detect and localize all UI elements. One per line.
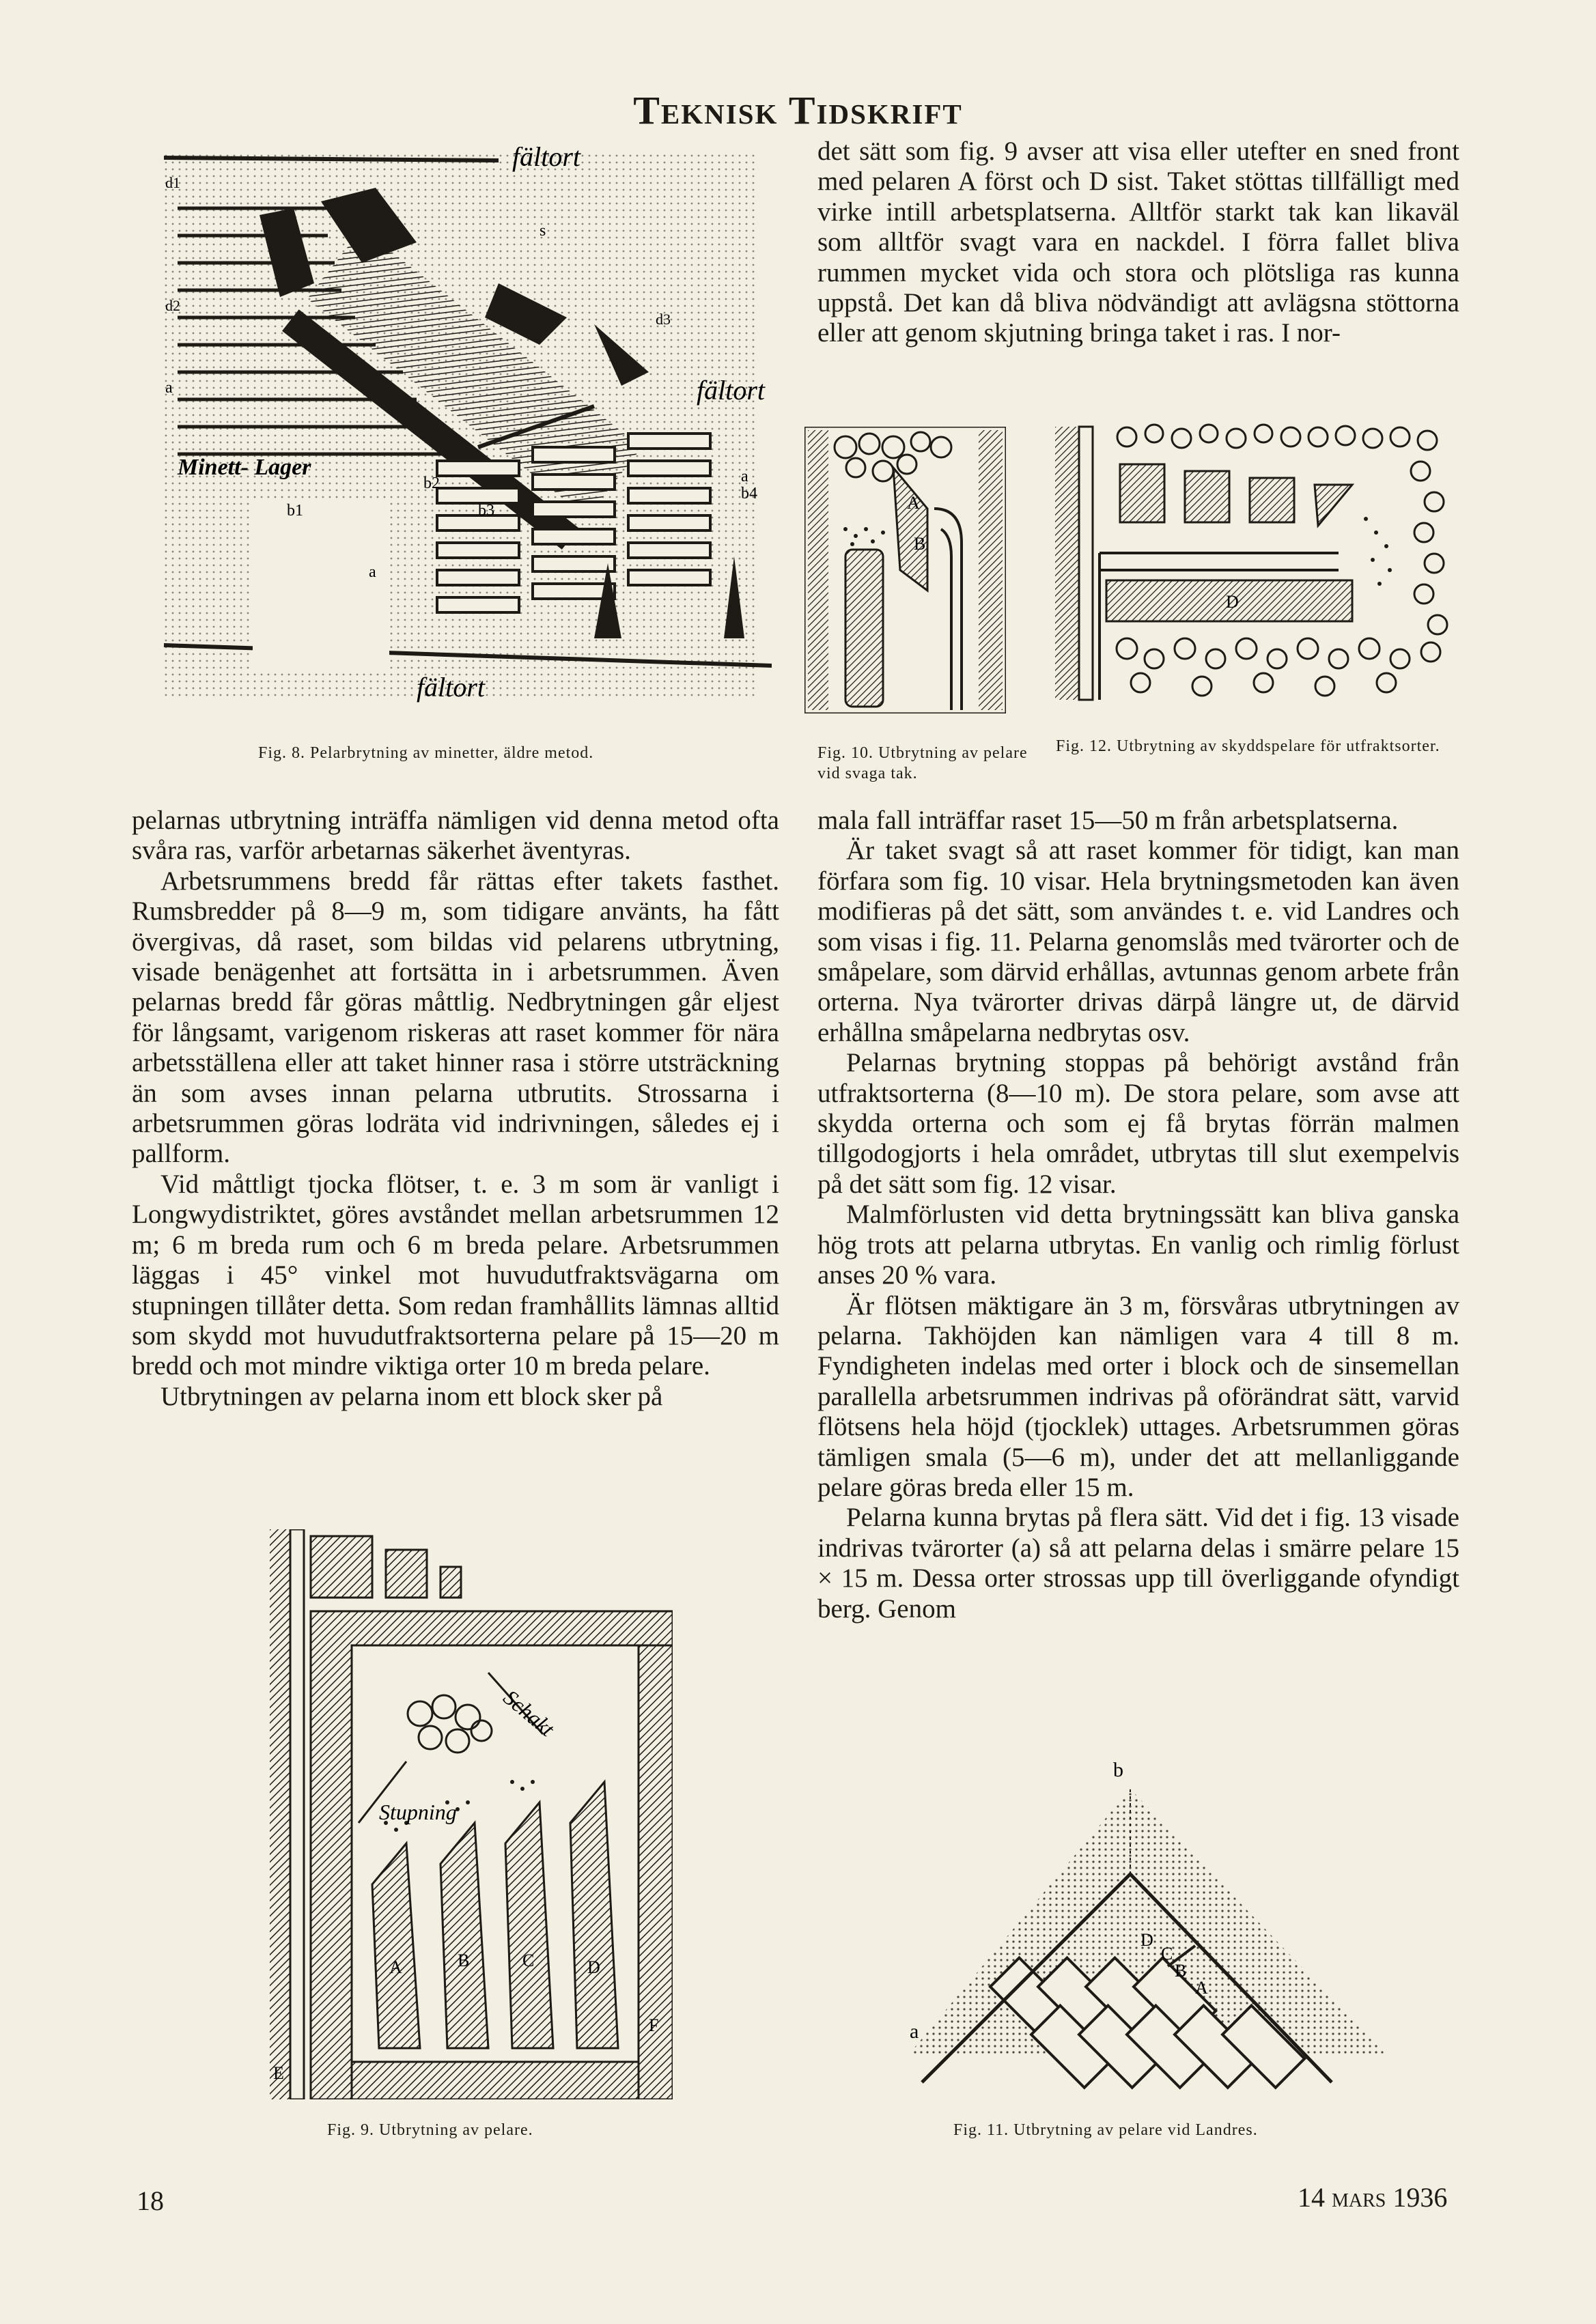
left-paragraph-4: Utbrytningen av pelarna inom ett block sker på <box>160 1381 663 1411</box>
right-paragraph-2: Är taket svagt så att raset kommer för tidigt, kan man förfara som fig. 10 visar. Hela brytningsmetoden kan även modifieras på det sätt, som användes t. e. vid Landres och som visas i fig. 11. Pelarna genomslås med tvärorter och de småpelare, som därvid erhållas, avtunnas genom arbete från orterna. Nya tvärorter drivas därpå längre ut, de därvid erhållna småpelarna nedbrytas osv. <box>817 836 1459 1047</box>
figure-9-caption: Fig. 9. Utbrytning av pelare. <box>327 2121 533 2139</box>
right-paragraph-1: mala fall inträffar raset 15—50 m från arbetsplatserna. <box>817 806 1399 835</box>
right-top-paragraph: det sätt som fig. 9 avser att visa eller utefter en sned front med pelaren A först och D sist. Taket stöttas tillfälligt med virke intill arbetsplatserna. Alltför starkt tak kan likaväl som alltför svagt vara en nackdel. I förra fallet bliva rummen mycket vida och stora och plötsliga ras kunna uppstå. Det kan då bliva nödvändigt att avlägsna stöttorna eller att genom skjutning bringa taket i ras. I nor- <box>817 137 1459 348</box>
fig12-label-D: D <box>1226 592 1239 612</box>
figure-11-caption: Fig. 11. Utbrytning av pelare vid Landres. <box>953 2121 1258 2139</box>
fig10-label-B: B <box>914 534 926 554</box>
right-paragraph-4: Malmförlusten vid detta brytningssätt kan bliva ganska hög trots att pelarna utbrytas. En vanlig och rimlig förlust anses 20 % vara. <box>817 1200 1459 1290</box>
right-paragraph-3: Pelarnas brytning stoppas på behörigt avstånd från utfraktsorterna (8—10 m). De stora pelare, som avse att skydda orterna och som ej få brytas förrän malmen tillgodogjorts i hela området, utbrytas till slut exempelvis på det sätt som fig. 12 visar. <box>817 1048 1459 1199</box>
fig8-label-d3: d3 <box>656 311 671 328</box>
fig9-label-D: D <box>587 1957 600 1977</box>
left-column-text <box>132 806 779 1412</box>
fig11-label-b: b <box>1113 1761 1123 1781</box>
fig8-label-d2: d2 <box>165 297 180 314</box>
fig11-label-C: C <box>1161 1944 1173 1964</box>
left-paragraph-3: Vid måttligt tjocka flötser, t. e. 3 m som är vanligt i Longwydistriktet, göres avståndet mellan arbetsrummen 12 m; 6 m breda rum och 6 m breda pelare. Arbetsrummen läggas i 45° vinkel mot huvudutfraktsvägarna om stupningen tillåter detta. Som redan framhållits lämnas alltid som skydd mot huvudutfraktsorterna pelare på 15—20 m bredd och mot mindre viktiga orter 10 m breda pelare. <box>132 1169 779 1381</box>
right-column-text <box>817 806 1459 1624</box>
figure-8-caption: Fig. 8. Pelarbrytning av minetter, äldre metod. <box>258 744 594 762</box>
figure-10-caption: Fig. 10. Utbrytning av pelare vid svaga tak. <box>817 744 1028 782</box>
fig11-label-D: D <box>1140 1930 1153 1950</box>
figure-12-protective-pillar-diagram <box>1052 423 1465 703</box>
fig8-label-b1: b1 <box>287 502 303 520</box>
right-paragraph-6: Pelarna kunna brytas på flera sätt. Vid det i fig. 13 visade indrivas tvärorter (a) så att pelarna delas i smärre pelare 15 × 15 m. Dessa orter strossas upp till överliggande ofyndigt berg. Genom <box>817 1503 1459 1624</box>
fig8-label-a-mid: a <box>369 563 376 581</box>
figure-11-landres-diagram <box>895 1761 1386 2099</box>
figure-8-pillar-mining-diagram <box>157 147 772 717</box>
fig11-label-B: B <box>1175 1961 1187 1981</box>
fig9-label-F: F <box>649 2015 659 2035</box>
fig8-label-s: s <box>540 222 546 240</box>
page-number: 18 <box>137 2185 164 2216</box>
fig8-label-faltort-bottom: fältort <box>417 672 486 703</box>
fig8-label-a-right: a <box>741 468 748 485</box>
right-top-text-block <box>817 137 1459 349</box>
right-paragraph-5: Är flötsen mäktigare än 3 m, försvåras utbrytningen av pelarna. Takhöjden kan nämligen vara 4 till 8 m. Fyndigheten indelas med orter i block och de sinsemellan parallella arbetsrummen indrivas på oförändrat sätt, varvid flötsens hela höjd (tjocklek) uttages. Arbetsrummen göras tämligen smala (5—6 m), under det att mellanliggande pelare göras breda eller 15 m. <box>817 1290 1459 1502</box>
figure-12-caption: Fig. 12. Utbrytning av skyddspelare för utfraktsorter. <box>1056 737 1440 755</box>
fig8-label-b3: b3 <box>478 502 494 520</box>
fig8-label-lager: Minett- Lager <box>178 455 311 480</box>
fig9-label-stupning: Stupning <box>379 1800 457 1824</box>
fig8-label-a-left: a <box>165 379 173 397</box>
left-paragraph-1: pelarnas utbrytning inträffa nämligen vid denna metod ofta svåra ras, varför arbetarnas säkerhet äventyras. <box>132 806 779 866</box>
fig9-label-C: C <box>522 1951 535 1970</box>
fig9-label-schakt: Schakt <box>499 1684 559 1742</box>
journal-title: Teknisk Tidskrift <box>633 88 963 132</box>
fig11-label-A: A <box>1195 1978 1208 1998</box>
left-paragraph-2: Arbetsrummens bredd får rättas efter takets fasthet. Rumsbredder på 8—9 m, som tidigare använts, ha fått övergivas, då raset, som bildas vid pelarens utbrytning, visade benägenhet att fortsätta in i arbetsrummen. Även pelarnas bredd får göras måttlig. Nedbrytningen går eljest för långsamt, varigenom riskeras att raset kommer för nära arbetsställena eller att taket hinner rasa i större utsträckning än som avses innan pelarna utbrutits. Strossarna i arbetsrummen göras lodräta vid indrivningen, således ej i pallform. <box>132 866 779 1169</box>
issue-date: 14 mars 1936 <box>1298 2182 1448 2213</box>
fig10-label-A: A <box>907 493 920 513</box>
fig8-label-b4: b4 <box>741 485 757 502</box>
fig8-label-faltort-right: fältort <box>697 375 766 406</box>
figure-10-weak-roof-diagram <box>804 427 1006 713</box>
fig11-label-a: a <box>910 2020 919 2043</box>
fig9-label-B: B <box>458 1951 470 1970</box>
fig8-label-faltort-top: fältort <box>512 147 581 172</box>
fig9-label-E: E <box>273 2063 284 2083</box>
fig8-label-d1: d1 <box>165 174 180 191</box>
figure-9-pillar-extraction-diagram <box>270 1529 673 2099</box>
fig9-label-A: A <box>389 1957 402 1977</box>
fig8-label-b2: b2 <box>423 474 440 492</box>
